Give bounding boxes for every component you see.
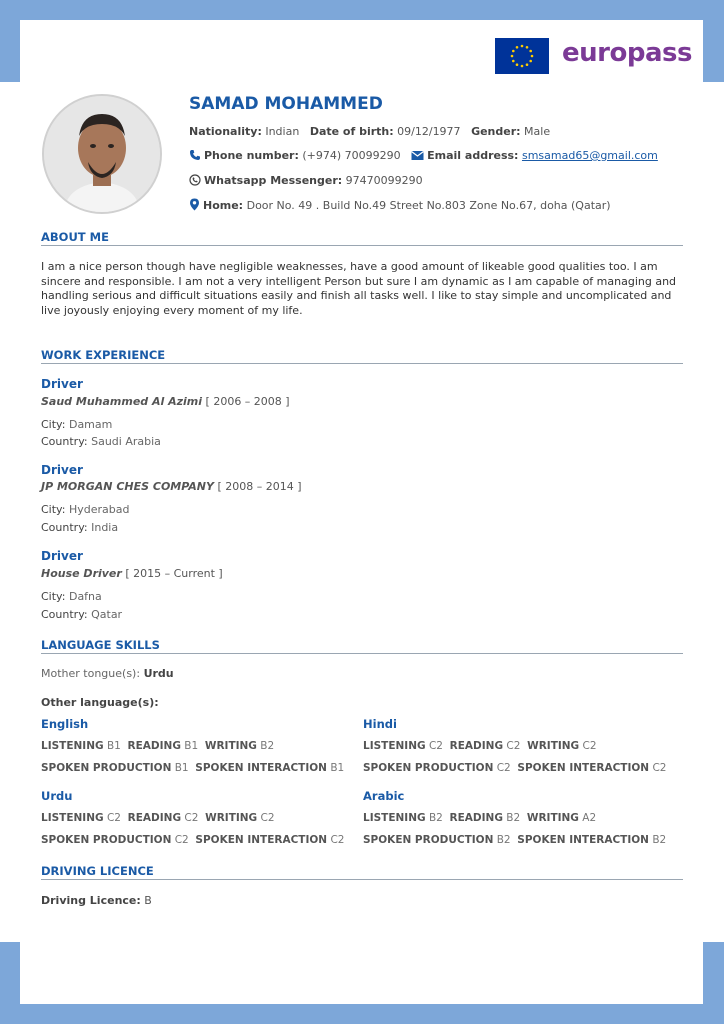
contact-line xyxy=(189,149,658,164)
nationality-label: Nationality: xyxy=(189,125,262,138)
language-name: Urdu xyxy=(41,789,73,803)
profile-photo xyxy=(42,94,162,214)
language-spoken-line: SPOKEN PRODUCTION B2 SPOKEN INTERACTION B2 xyxy=(363,834,667,846)
job-title: Driver xyxy=(41,463,83,477)
driving-section-title: DRIVING LICENCE xyxy=(41,864,683,880)
email-link[interactable]: smsamad65@gmail.com xyxy=(521,149,658,162)
eu-flag-icon xyxy=(495,38,549,74)
gender-value: Male xyxy=(524,125,551,138)
language-name: English xyxy=(41,717,89,731)
language-name: Arabic xyxy=(363,789,405,803)
language-spoken-line: SPOKEN PRODUCTION B1 SPOKEN INTERACTION B1 xyxy=(41,762,345,774)
email-label: Email address: xyxy=(427,149,519,162)
other-languages-label: Other language(s): xyxy=(41,696,159,709)
nationality-value: Indian xyxy=(265,125,300,138)
personal-info-line xyxy=(189,125,550,138)
job-employer: House Driver [ 2015 – Current ] xyxy=(41,567,223,580)
whatsapp-value: 97470099290 xyxy=(345,174,423,187)
work-section-title: WORK EXPERIENCE xyxy=(41,348,683,364)
job-employer: JP MORGAN CHES COMPANY [ 2008 – 2014 ] xyxy=(41,480,302,493)
email-icon xyxy=(411,150,424,164)
job-city: City: Damam xyxy=(41,418,113,431)
phone-label: Phone number: xyxy=(204,149,299,162)
whatsapp-line xyxy=(189,174,423,189)
phone-icon xyxy=(189,149,201,164)
language-skills-line: LISTENING B2 READING B2 WRITING A2 xyxy=(363,812,597,824)
phone-value: (+974) 70099290 xyxy=(302,149,401,162)
home-line xyxy=(189,198,611,214)
person-name: SAMAD MOHAMMED xyxy=(189,94,383,114)
dob-label: Date of birth: xyxy=(309,125,394,138)
language-spoken-line: SPOKEN PRODUCTION C2 SPOKEN INTERACTION C2 xyxy=(363,762,667,774)
about-text: I am a nice person though have negligible weaknesses, have a good amount of likeable good qualities too. I am sincere and responsible. I am not a very intelligent Person but sure I am dynamic as I am capable of managing and handling serious and difficult situations easily and finish all tasks well. I like to stay simple and uncomplicated and live joyously enjoying every moment of my life. xyxy=(41,260,677,317)
job-country: Country: Saudi Arabia xyxy=(41,435,161,448)
location-pin-icon xyxy=(189,198,200,214)
language-spoken-line: SPOKEN PRODUCTION C2 SPOKEN INTERACTION C2 xyxy=(41,834,345,846)
about-section-title: ABOUT ME xyxy=(41,230,683,246)
language-skills-line: LISTENING B1 READING B1 WRITING B2 xyxy=(41,740,275,752)
home-value: Door No. 49 . Build No.49 Street No.803 Zone No.67, doha (Qatar) xyxy=(246,199,611,212)
driving-licence: Driving Licence: B xyxy=(41,894,152,907)
job-title: Driver xyxy=(41,377,83,391)
job-city: City: Hyderabad xyxy=(41,503,130,516)
language-skills-line: LISTENING C2 READING C2 WRITING C2 xyxy=(363,740,597,752)
language-section-title: LANGUAGE SKILLS xyxy=(41,638,683,654)
whatsapp-icon xyxy=(189,174,201,189)
dob-value: 09/12/1977 xyxy=(397,125,461,138)
mother-tongue: Mother tongue(s): Urdu xyxy=(41,667,174,680)
europass-logo: europass xyxy=(562,38,692,68)
whatsapp-label: Whatsapp Messenger: xyxy=(204,174,343,187)
job-employer: Saud Muhammed Al Azimi [ 2006 – 2008 ] xyxy=(41,395,290,408)
language-name: Hindi xyxy=(363,717,397,731)
job-country: Country: India xyxy=(41,521,119,534)
gender-label: Gender: xyxy=(471,125,521,138)
job-title: Driver xyxy=(41,549,83,563)
job-country: Country: Qatar xyxy=(41,608,123,621)
home-label: Home: xyxy=(203,199,244,212)
language-skills-line: LISTENING C2 READING C2 WRITING C2 xyxy=(41,812,275,824)
job-city: City: Dafna xyxy=(41,590,102,603)
